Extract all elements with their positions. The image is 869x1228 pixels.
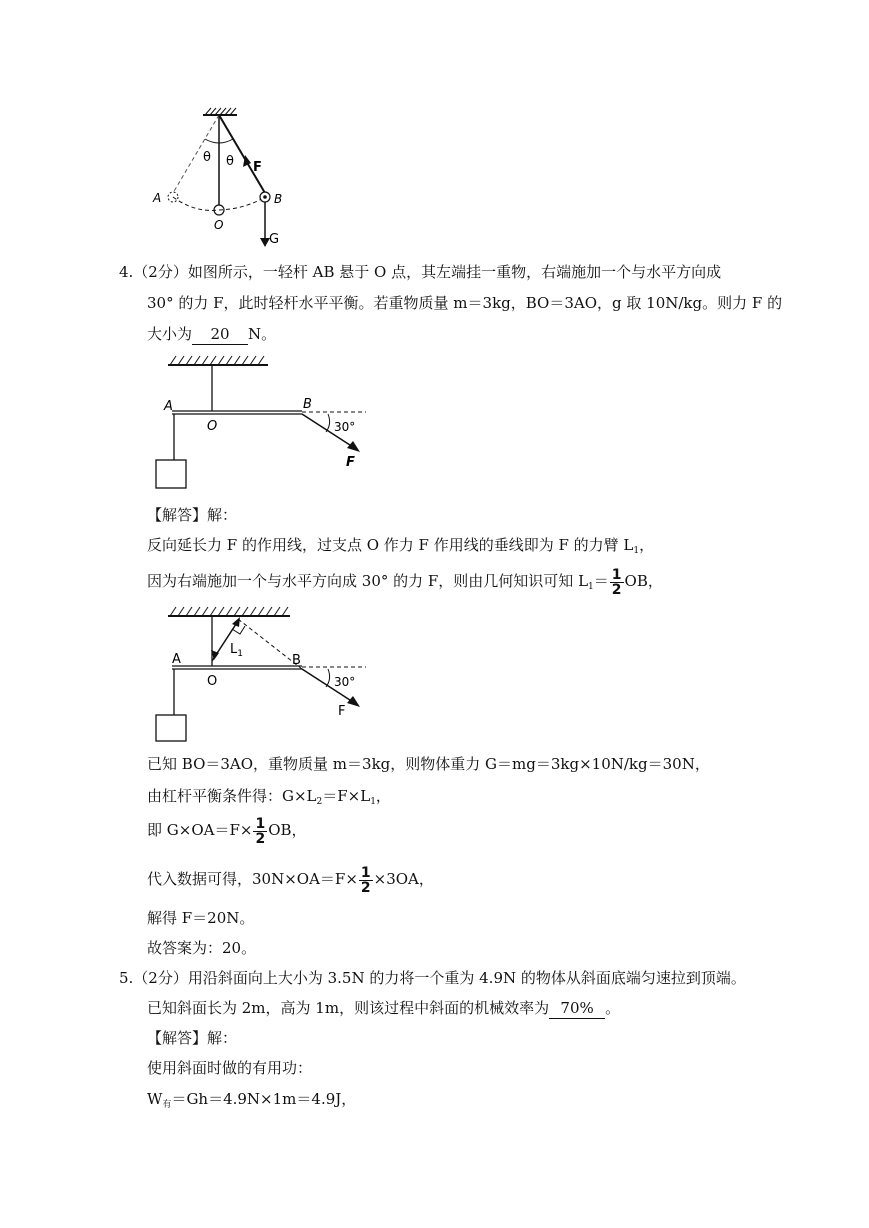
q5-line1: 使用斜面时做的有用功：: [147, 1059, 313, 1077]
fraction-half: $\frac{1}{2}$: [360, 864, 371, 896]
pendulum-theta-left: θ: [203, 150, 211, 165]
lever2-angle: 30°: [334, 675, 356, 689]
lever2-label-o: O: [207, 674, 218, 689]
sol4-line6: 代入数据可得，30N×OA＝F× $\frac{1}{2}$ ×3OA，: [147, 864, 434, 896]
sol4-heading: 【解答】解：: [147, 506, 238, 524]
q4-stem-line1: 4.（2分）如图所示，一轻杆 AB 悬于 O 点，其左端挂一重物，右端施加一个与水平方向成: [119, 263, 722, 281]
lever2-label-l1: $L_1$: [230, 642, 243, 659]
pendulum-label-o: O: [214, 218, 224, 232]
lever1-label-f: F: [346, 455, 355, 470]
sol4-line4: 由杠杆平衡条件得：$G\times L_2=F\times L_1$，: [147, 787, 391, 807]
pendulum-label-b: B: [274, 192, 283, 206]
fraction-half: $\frac{1}{2}$: [255, 815, 266, 847]
q4-answer-blank: 20: [192, 324, 248, 345]
lever-figure-1: [148, 352, 378, 497]
q5-answer-blank: 70%: [549, 998, 605, 1019]
q4-stem-line3: 大小为 20 N。: [147, 325, 277, 343]
sol4-line5: 即 G×OA＝F× $\frac{1}{2}$ OB，: [147, 815, 307, 847]
lever2-label-b: B: [292, 653, 301, 668]
sol4-line8: 故答案为：20。: [147, 939, 257, 957]
lever1-label-o: O: [207, 419, 218, 434]
sol4-line2: 因为右端施加一个与水平方向成 30° 的力 F，则由几何知识可知 $L_1=$ $\frac{1}{2}$ OB，: [147, 566, 663, 598]
sol4-line3: 已知 BO＝3AO，重物质量 m＝3kg，则物体重力 G＝mg＝3kg×10N/kg＝30N，: [147, 755, 710, 773]
lever-figure-2: [148, 603, 378, 748]
lever1-angle: 30°: [334, 420, 356, 434]
q5-stem-line1: 5.（2分）用沿斜面向上大小为 3.5N 的力将一个重为 4.9N 的物体从斜面底端匀速拉到顶端。: [119, 969, 746, 987]
pendulum-label-a: A: [153, 191, 162, 205]
lever2-label-a: A: [172, 652, 181, 667]
lever1-label-a: A: [164, 399, 173, 414]
pendulum-label-f: F: [253, 160, 262, 175]
lever2-label-f: F: [338, 704, 346, 719]
pendulum-label-g: G: [269, 232, 280, 247]
fraction-half: $\frac{1}{2}$: [611, 566, 622, 598]
q5-stem-line2: 已知斜面长为 2m，高为 1m，则该过程中斜面的机械效率为 70% 。: [147, 999, 621, 1017]
sol4-line1: 反向延长力 F 的作用线，过支点 O 作力 F 作用线的垂线即为 F 的力臂 $L_1$，: [147, 536, 655, 556]
q5-line2: $W_有=Gh=4.9N\times 1m=4.9J$，: [147, 1090, 357, 1110]
q5-heading: 【解答】解：: [147, 1029, 238, 1047]
pendulum-figure: [145, 105, 295, 250]
sol4-line7: 解得 F＝20N。: [147, 909, 255, 927]
pendulum-theta-right: θ: [226, 154, 234, 169]
q4-stem-line2: 30° 的力 F，此时轻杆水平平衡。若重物质量 m＝3kg，BO＝3AO，g 取 10N/kg。则力 F 的: [147, 294, 783, 312]
lever1-label-b: B: [303, 397, 312, 412]
